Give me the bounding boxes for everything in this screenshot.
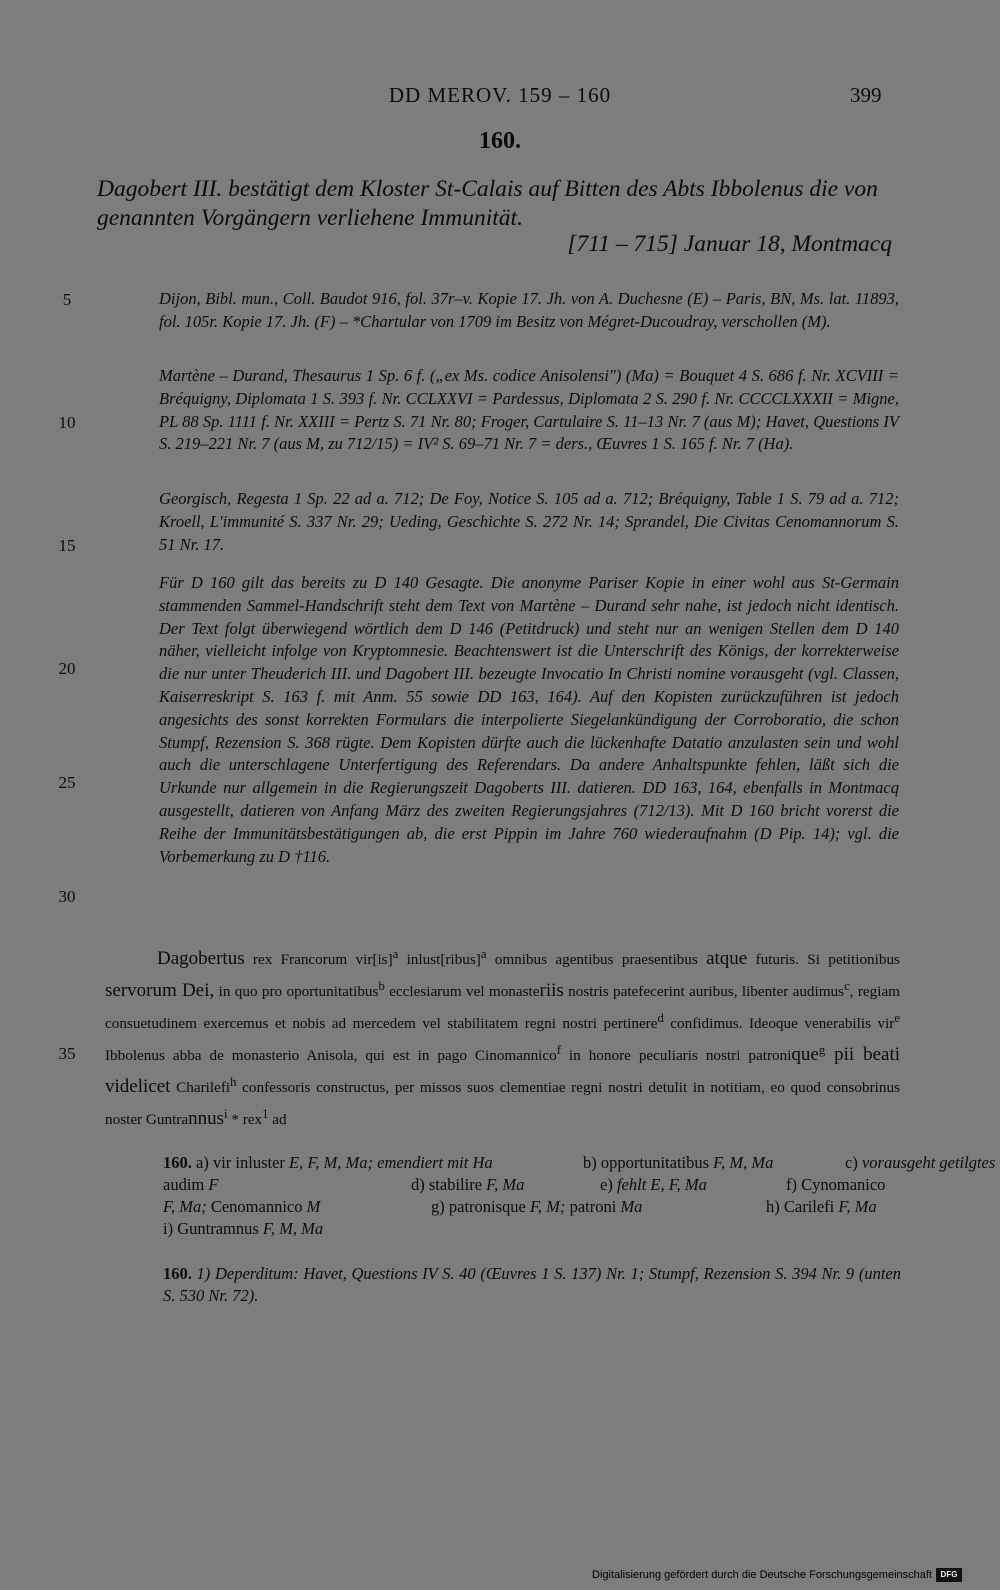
document-number: 160.: [479, 128, 521, 154]
line-number: 30: [58, 887, 76, 906]
regesta-paragraph: Georgisch, Regesta 1 Sp. 22 ad a. 712; De Foy, Notice S. 105 ad a. 712; Bréquigny, Table 1 S. 79 ad a. 712; Kroell, L'immunité S. 337 Nr. 29; Ueding, Geschichte S. 272 Nr. 14; Sprandel, Die Civitas Cenomannorum S. 51 Nr. 17.: [159, 489, 899, 554]
line-number: 5: [62, 290, 72, 309]
editions-paragraph: Martène – Durand, Thesaurus 1 Sp. 6 f. („ex Ms. codice Anisolensi") (Ma) = Bouquet 4 S. 686 f. Nr. XCVIII = Bréquigny, Diplomata 1 S. 393 f. Nr. CCLXXVI = Pardessus, Diplomata 2 S. 290 f. Nr. CCCCLXXXII = Migne, PL 88 Sp. 1111 f. Nr. XXIII = Pertz S. 71 Nr. 80; Froger, Cartulaire S. 11–13 Nr. 7 (aus M); Havet, Questions IV S. 219–221 Nr. 7 (aus M, zu 712/15) = IV² S. 69–71 Nr. 7 = ders., Œuvres 1 S. 165 f. Nr. 7 (Ha).: [159, 366, 899, 454]
footnotes-numbers: 160. 1) Deperditum: Havet, Questions IV S. 40 (Œuvres 1 S. 137) Nr. 1; Stumpf, Rezension S. 394 Nr. 9 (unten S. 530 Nr. 72).: [163, 1264, 901, 1305]
line-number: 10: [58, 413, 76, 432]
document-page: DD MEROV. 159 – 160 399 160. Dagobert III. bestätigt dem Kloster St-Calais auf Bitten des Abts Ibbolenus die von genannten Vorgängern verliehene Immunität. [711 – 715] Januar 18, Montmacq 5 10 15 20 25 30 35 Dijon, Bibl. mun., Coll. Baudot 916, fol. 37r–v. Kopie 17. Jh. von A. Duchesne (E) – Paris, BN, Ms. lat. 11893, fol. 105r. Kopie 17. Jh. (F) – *Chartular von 1709 im Besitz von Mégret-Ducoudray, verschollen (M). Martène – Durand, Thesaurus 1 Sp. 6 f. („ex Ms. codice Anisolensi") (Ma) = Bouquet 4 S. 686 f. Nr. XCVIII = Bréquigny, Diplomata 1 S. 393 f. Nr. CCLXXVI = Pardessus, Diplomata 2 S. 290 f. Nr. CCCCLXXXII = Migne, PL 88 Sp. 1111 f. Nr. XXIII = Pertz S. 71 Nr. 80; Froger, Cartulaire S. 11–13 Nr. 7 (aus M); Havet, Questions IV S. 219–221 Nr. 7 (aus M, zu 712/15) = IV² S. 69–71 Nr. 7 = ders., Œuvres 1 S. 165 f. Nr. 7 (Ha). Georgisch, Regesta 1 Sp. 22 ad a. 712; De Foy, Notice S. 105 ad a. 712; Bréquigny, Table 1 S. 79 ad a. 712; Kroell, L'immunité S. 337 Nr. 29; Ueding, Geschichte S. 272 Nr. 14; Sprandel, Die Civitas Cenomannorum S. 51 Nr. 17. Für D 160 gilt das bereits zu D 140 Gesagte. Die anonyme Pariser Kopie in einer wohl aus St-Germain stammenden Sammel-Handschrift steht dem Text von Martène – Durand sehr nahe, ist jedoch nicht identisch. Der Text folgt überwiegend wörtlich dem D 146 (Petitdruck) und steht nur an wenigen Stellen dem D 140 näher, vielleicht infolge von Kryptomnesie. Beachtenswert ist die Unterschrift des Königs, der korrekterweise die nur unter Theuderich III. und Dagobert III. bezeugte Invocatio In Christi nomine vorausgeht (vgl. Classen, Kaiserreskript S. 163 f. mit Anm. 55 sowie DD 163, 164). Auf den Kopisten zurückzuführen ist jedoch angesichts des sonst korrekten Formulars die interpolierte Siegelankündigung der Corroboratio, die schon Stumpf, Rezension S. 368 rügte. Dem Kopisten dürfte auch die lückenhafte Datatio anzulasten sein und wohl auch die unterschlagene Unterfertigung des Referendars. Da andere Anhaltspunkte fehlen, läßt sich die Urkunde nur allgemein in die Regierungszeit Dagoberts III. datieren. DD 163, 164, ebenfalls in Montmacq ausgestellt, datieren von Anfang März des zweiten Regierungsjahres (712/13). Mit D 160 bricht vorerst die Reihe der Immunitätsbestätigungen ab, die erst Pippin im Jahre 760 wiederaufnahm (D Pip. 14); vgl. die Vorbemerkung zu D †116. Dagobertus rex Francorum vir[is]$^a$ inlust[ribus]$^a$ omnibus agentibus praesentibus atque futuris. Si petitionibus servorum Dei, in quo pro oportunitatibus$^b$ ecclesiarum vel monasteriis nostris patefecerint auribus, libenter audimus$^c$, regiam consuetudinem exercemus et nobis ad mercedem vel stabilitatem regni nostri pertinere$^d$ confidimus. Ideoque venerabilis vir$^e$ Ibbolenus abba de monasterio Anisola, qui est in pago Cinomannico$^f$ in honore peculiaris nostri patronique$^g$ pii beati videlicet Charilefi$^h$ confessoris constructus, per missos suos clementiae regni nostri detulit in notitiam, eo quod consobrinus noster Guntrannus$^i$ * rex$^1$ ad 160. a) vir inluster E, F, M, Ma; emendiert mit Ha b) opportunitatibus F, M, Ma c) vorausgeht getilgtes audim F d) stabilire F, Ma e) fehlt E, F, Ma f) Cynomanico F, Ma; Cenomannico M g) patronisque F, M; patroni Ma h) Carilefi F, Ma i) Guntramnus F, M, Ma 160. 1) Deperditum: Havet, Questions IV S. 40 (Œuvres 1 S. 137) Nr. 1; Stumpf, Rezension S. 394 Nr. 9 (unten S. 530 Nr. 72). Digitalisierung gefördert durch die Deutsche Forschungsgemeinschaft DFG: [0, 0, 1000, 1590]
running-header: DD MEROV. 159 – 160: [388, 83, 612, 107]
page-number: 399: [850, 83, 882, 107]
credit-text: Digitalisierung gefördert durch die Deutsche Forschungsgemeinschaft: [592, 1569, 932, 1581]
charter-text: Dagobertus rex Francorum vir[is]$^a$ inlust[ribus]$^a$ omnibus agentibus praesentibus atque futuris. Si petitionibus servorum Dei, in quo pro oportunitatibus$^b$ ecclesiarum vel monasteriis nostris patefecerint auribus, libenter audimus$^c$, regiam consuetudinem exercemus et nobis ad mercedem vel stabilitatem regni nostri pertinere$^d$ confidimus. Ideoque venerabilis vir$^e$ Ibbolenus abba de monasterio Anisola, qui est in pago Cinomannico$^f$ in honore peculiaris nostri patronique$^g$ pii beati videlicet Charilefi$^h$ confessoris constructus, per missos suos clementiae regni nostri detulit in notitiam, eo quod consobrinus noster Guntrannus$^i$ * rex$^1$ ad: [105, 947, 901, 1130]
dfg-credit: [592, 1568, 962, 1582]
dfg-logo-icon: DFG: [936, 1568, 962, 1582]
line-number: 15: [58, 536, 76, 555]
commentary-paragraph: Für D 160 gilt das bereits zu D 140 Gesagte. Die anonyme Pariser Kopie in einer wohl aus St-Germain stammenden Sammel-Handschrift steht dem Text von Martène – Durand sehr nahe, ist jedoch nicht identisch. Der Text folgt überwiegend wörtlich dem D 146 (Petitdruck) und steht nur an wenigen Stellen dem D 140 näher, vielleicht infolge von Kryptomnesie. Beachtenswert ist die Unterschrift des Königs, der korrekterweise die nur unter Theuderich III. und Dagobert III. bezeugte Invocatio In Christi nomine vorausgeht (vgl. Classen, Kaiserreskript S. 163 f. mit Anm. 55 sowie DD 163, 164). Auf den Kopisten zurückzuführen ist jedoch angesichts des sonst korrekten Formulars die interpolierte Siegelankündigung der Corroboratio, die schon Stumpf, Rezension S. 368 rügte. Dem Kopisten dürfte auch die lückenhafte Datatio anzulasten sein und wohl auch die unterschlagene Unterfertigung des Referendars. Da andere Anhaltspunkte fehlen, läßt sich die Urkunde nur allgemein in die Regierungszeit Dagoberts III. datieren. DD 163, 164, ebenfalls in Montmacq ausgestellt, datieren von Anfang März des zweiten Regierungsjahres (712/13). Mit D 160 bricht vorerst die Reihe der Immunitätsbestätigungen ab, die erst Pippin im Jahre 760 wiederaufnahm (D Pip. 14); vgl. die Vorbemerkung zu D †116.: [159, 573, 899, 866]
manuscripts-paragraph: Dijon, Bibl. mun., Coll. Baudot 916, fol. 37r–v. Kopie 17. Jh. von A. Duchesne (E) – Paris, BN, Ms. lat. 11893, fol. 105r. Kopie 17. Jh. (F) – *Chartular von 1709 im Besitz von Mégret-Ducoudray, verschollen (M).: [159, 289, 899, 331]
document-date: [711 – 715] Januar 18, Montmacq: [567, 231, 892, 257]
line-number: 25: [58, 773, 76, 792]
line-number: 35: [58, 1044, 76, 1063]
line-number: 20: [58, 659, 76, 678]
document-summary: Dagobert III. bestätigt dem Kloster St-Calais auf Bitten des Abts Ibbolenus die von genannten Vorgängern verliehene Immunität.: [97, 176, 878, 231]
